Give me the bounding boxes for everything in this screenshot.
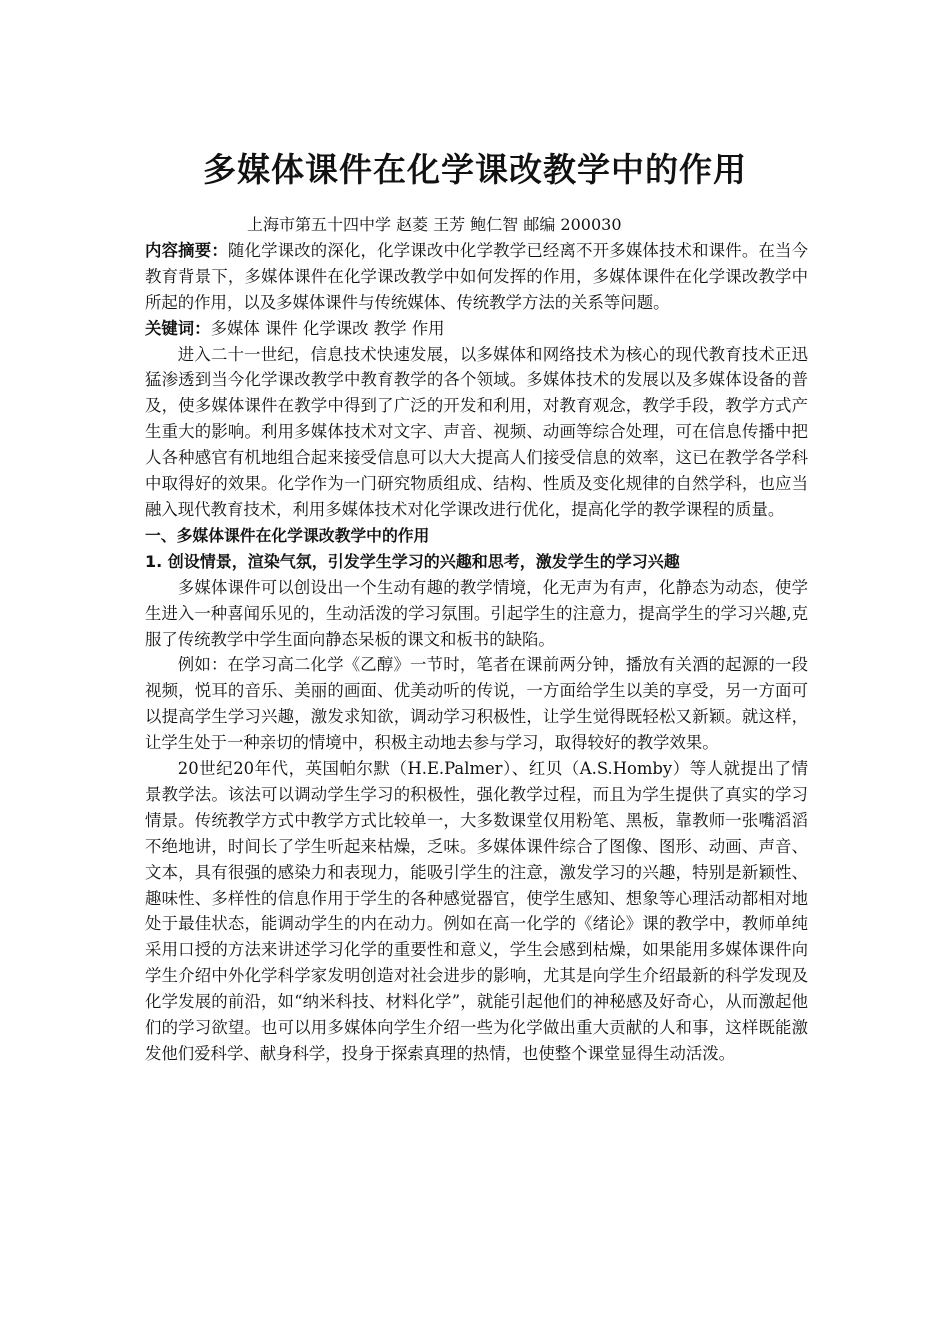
intro-paragraph: 进入二十一世纪，信息技术快速发展，以多媒体和网络技术为核心的现代教育技术正迅猛渗透到当今化学课改教学中教育教学的各个领域。多媒体技术的发展以及多媒体设备的普及，使多媒体课件在教学中得到了广泛的开发和利用，对教育观念，教学手段，教学方式产生重大的影响。利用多媒体技术对文字、声音、视频、动画等综合处理，可在信息传播中把人各种感官有机地组合起来接受信息可以大大提高人们接受信息的效率，这已在教学各学科中取得好的效果。化学作为一门研究物质组成、结构、性质及变化规律的自然学科，也应当融入现代教育技术，利用多媒体技术对化学课改进行优化，提高化学的教学课程的质量。 [145, 344, 808, 519]
keywords-paragraph [145, 316, 808, 342]
author-line: 上海市第五十四中学 赵菱 王芳 鲍仁智 邮编 200030 [247, 215, 622, 234]
abstract-label: 内容摘要： [145, 240, 228, 260]
subsection-heading: 1. 创设情景，渲染气氛，引发学生学习的兴趣和思考，激发学生的学习兴趣 [145, 551, 680, 571]
abstract-text: 随化学课改的深化，化学课改中化学教学已经离不开多媒体技术和课件。在当今教育背景下，多媒体课件在化学课改教学中如何发挥的作用，多媒体课件在化学课改教学中所起的作用，以及多媒体课件与传统媒体、传统教学方法的关系等问题。 [145, 240, 809, 312]
keywords-text: 多媒体 课件 化学课改 教学 作用 [210, 318, 445, 338]
body-paragraph-2: 例如：在学习高二化学《乙醇》一节时，笔者在课前两分钟，播放有关酒的起源的一段视频，悦耳的音乐、美丽的画面、优美动听的传说，一方面给学生以美的享受，另一方面可以提高学生学习兴趣，激发求知欲，调动学习积极性，让学生觉得既轻松又新颖。就这样，让学生处于一种亲切的情境中，积极主动地去参与学习，取得较好的教学效果。 [145, 655, 808, 753]
abstract-paragraph [145, 238, 808, 316]
body-paragraph-3: 20世纪20年代，英国帕尔默（H.E.Palmer）、红贝（A.S.Homby）等人就提出了情景教学法。该法可以调动学生学习的积极性，强化教学过程，而且为学生提供了真实的学习情景。传统教学方式中教学方式比较单一，大多数课堂仅用粉笔、黑板，靠教师一张嘴滔滔不绝地讲，时间长了学生听起来枯燥，乏味。多媒体课件综合了图像、图形、动画、声音、文本，具有很强的感染力和表现力，能吸引学生的注意，激发学习的兴趣，特别是新颖性、趣味性、多样性的信息作用于学生的各种感觉器官，使学生感知、想象等心理活动都相对地处于最佳状态，能调动学生的内在动力。例如在高一化学的《绪论》课的教学中，教师单纯采用口授的方法来讲述学习化学的重要性和意义，学生会感到枯燥，如果能用多媒体课件向学生介绍中外化学科学家发明创造对社会进步的影响，尤其是向学生介绍最新的科学发现及化学发展的前沿，如“纳米科技、材料化学”，就能引起他们的神秘感及好奇心，从而激起他们的学习欲望。也可以用多媒体向学生介绍一些为化学做出重大贡献的人和事，这样既能激发他们爱科学、献身科学，投身于探索真理的热情，也使整个课堂显得生动活泼。 [145, 759, 808, 1063]
document-body [145, 212, 808, 1067]
document-title: 多媒体课件在化学课改教学中的作用 [203, 150, 747, 189]
body-paragraph-1: 多媒体课件可以创设出一个生动有趣的教学情境，化无声为有声，化静态为动态，使学生进入一种喜闻乐见的，生动活泼的学习氛围。引起学生的注意力，提高学生的学习兴趣,克服了传统教学中学生面向静态呆板的课文和板书的缺陷。 [145, 577, 808, 649]
keywords-label: 关键词： [145, 318, 211, 338]
section-heading: 一、多媒体课件在化学课改教学中的作用 [145, 525, 430, 545]
